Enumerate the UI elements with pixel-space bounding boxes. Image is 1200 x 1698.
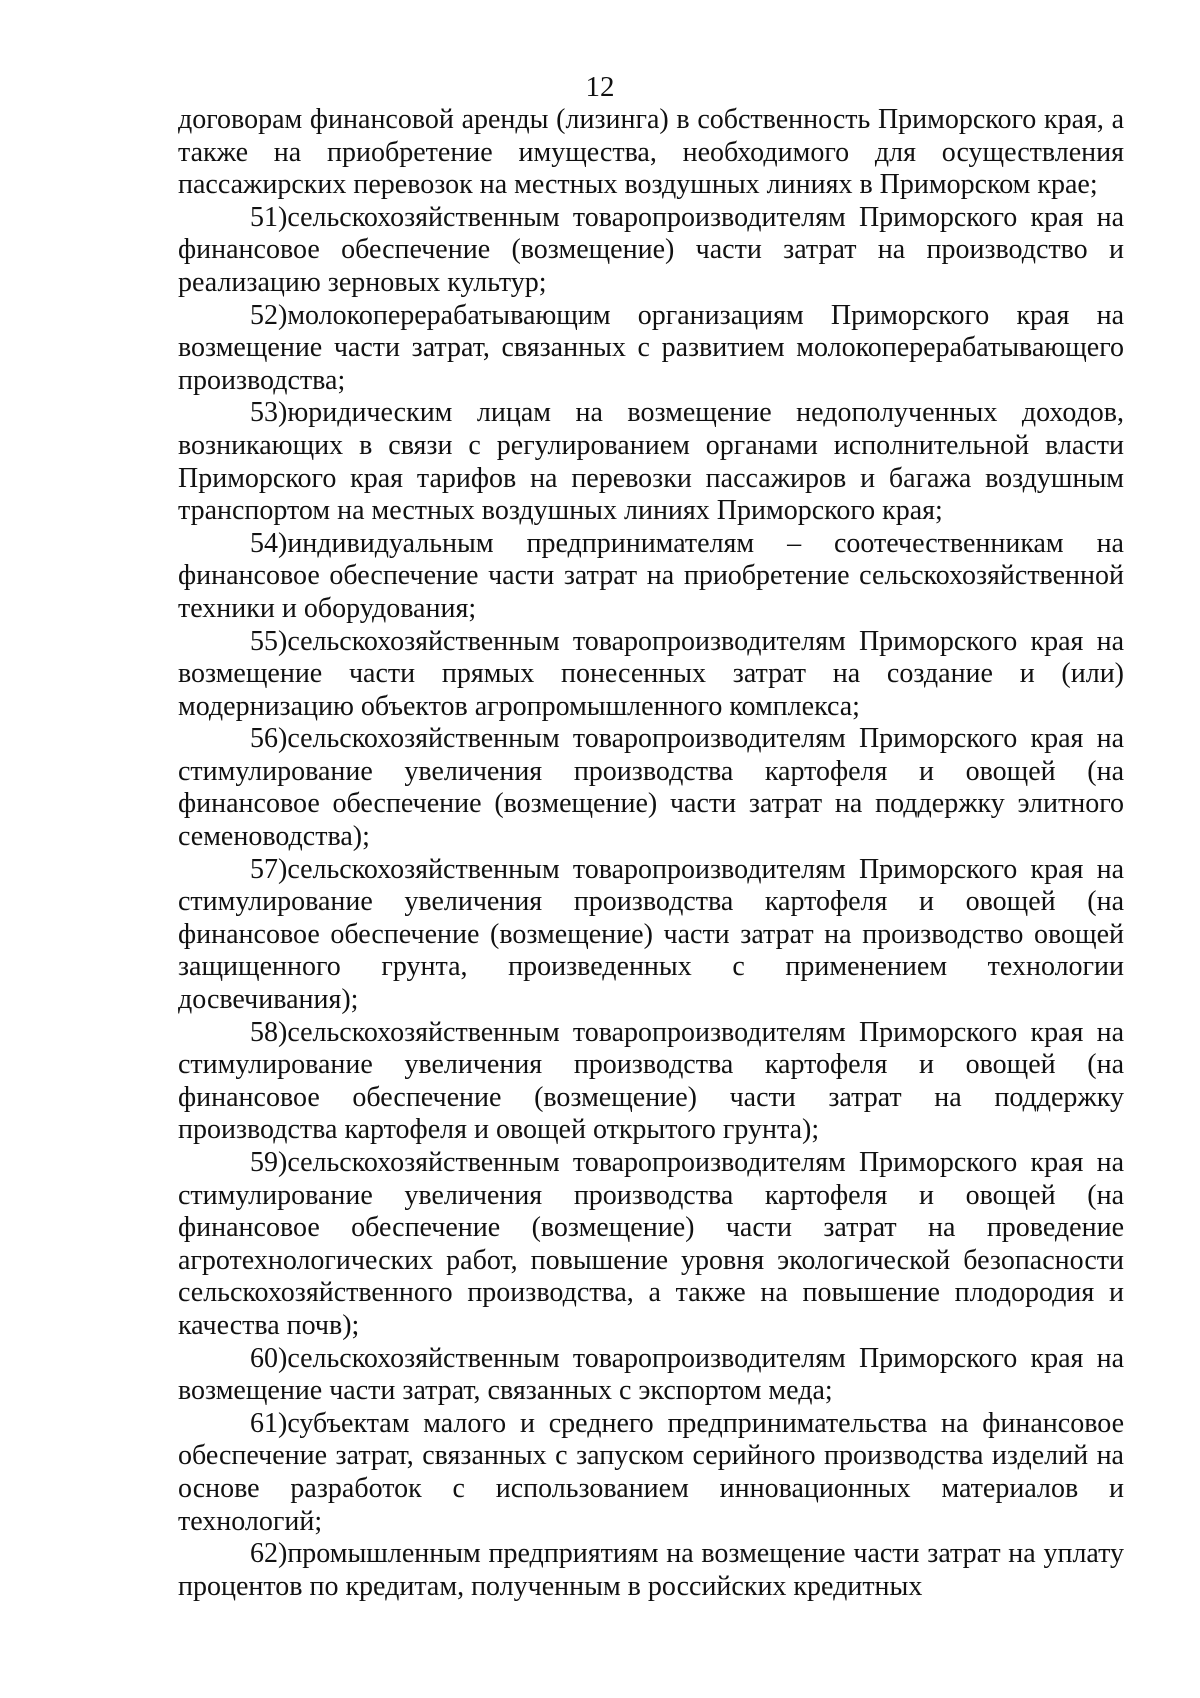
paragraph-continuation: договорам финансовой аренды (лизинга) в собственность Приморского края, а также на приобретение имущества, необходимого для осуществления пассажирских перевозок на местных воздушных линиях в Приморском крае; — [178, 104, 1124, 201]
paragraph-item-58: 58)сельскохозяйственным товаропроизводителям Приморского края на стимулирование увеличения производства картофеля и овощей (на финансовое обеспечение (возмещение) части затрат на поддержку производства картофеля и овощей открытого грунта); — [178, 1016, 1124, 1146]
document-body — [178, 104, 1124, 1603]
paragraph-item-52: 52)молокоперерабатывающим организациям Приморского края на возмещение части затрат, связанных с развитием молокоперерабатывающего производства; — [178, 299, 1124, 396]
paragraph-item-54: 54)индивидуальным предпринимателям – соотечественникам на финансовое обеспечение части затрат на приобретение сельскохозяйственной техники и оборудования; — [178, 527, 1124, 624]
paragraph-item-60: 60)сельскохозяйственным товаропроизводителям Приморского края на возмещение части затрат, связанных с экспортом меда; — [178, 1342, 1124, 1407]
paragraph-item-62: 62)промышленным предприятиям на возмещение части затрат на уплату процентов по кредитам, полученным в российских кредитных — [178, 1538, 1124, 1602]
paragraph-item-53: 53)юридическим лицам на возмещение недополученных доходов, возникающих в связи с регулированием органами исполнительной власти Приморского края тарифов на перевозки пассажиров и багажа воздушным транспортом на местных воздушных линиях Приморского края; — [178, 397, 1124, 527]
paragraph-item-56: 56)сельскохозяйственным товаропроизводителям Приморского края на стимулирование увеличения производства картофеля и овощей (на финансовое обеспечение (возмещение) части затрат на поддержку элитного семеноводства); — [178, 723, 1124, 853]
paragraph-item-51: 51)сельскохозяйственным товаропроизводителям Приморского края на финансовое обеспечение (возмещение) части затрат на производство и реализацию зерновых культур; — [178, 201, 1124, 298]
paragraph-item-59: 59)сельскохозяйственным товаропроизводителям Приморского края на стимулирование увеличения производства картофеля и овощей (на финансовое обеспечение (возмещение) части затрат на проведение агротехнологических работ, повышение уровня экологической безопасности сельскохозяйственного производства, а также на повышение плодородия и качества почв); — [178, 1147, 1124, 1341]
paragraph-item-61: 61)субъектам малого и среднего предпринимательства на финансовое обеспечение затрат, связанных с запуском серийного производства изделий на основе разработок с использованием инновационных материалов и технологий; — [178, 1407, 1124, 1537]
paragraph-item-57: 57)сельскохозяйственным товаропроизводителям Приморского края на стимулирование увеличения производства картофеля и овощей (на финансовое обеспечение (возмещение) части затрат на производство овощей защищенного грунта, произведенных с применением технологии досвечивания); — [178, 853, 1124, 1016]
paragraph-item-55: 55)сельскохозяйственным товаропроизводителям Приморского края на возмещение части прямых понесенных затрат на создание и (или) модернизацию объектов агропромышленного комплекса; — [178, 625, 1124, 722]
page-number: 12 — [585, 71, 615, 103]
